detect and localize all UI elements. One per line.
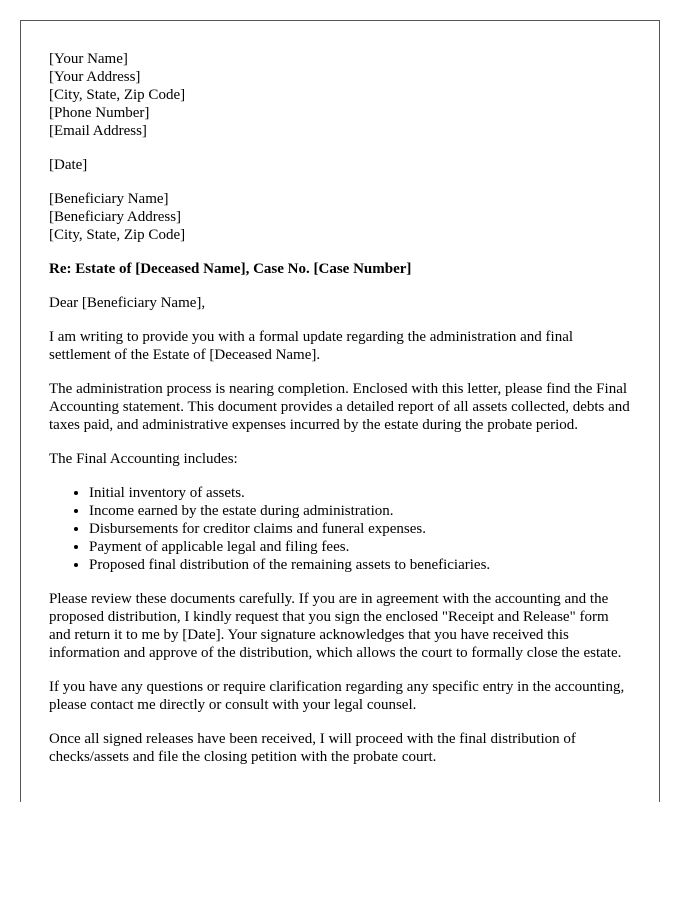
letter-date: [Date]	[49, 157, 88, 173]
recipient-city-state-zip: [City, State, Zip Code]	[49, 227, 186, 243]
includes-list	[49, 484, 631, 574]
status-paragraph: The administration process is nearing completion. Enclosed with this letter, please find the Final Accounting statement. This document provides a detailed report of all assets collected, debts and taxes paid, and administrative expenses incurred by the estate during the probate period.	[49, 381, 630, 433]
list-item: • Income earned by the estate during administration.	[89, 502, 631, 520]
salutation: Dear [Beneficiary Name],	[49, 295, 206, 311]
date-block	[49, 156, 631, 174]
subject-block	[49, 260, 631, 278]
sender-address: [Your Address]	[49, 69, 141, 85]
questions-paragraph: If you have any questions or require clarification regarding any specific entry in the accounting, please contact me directly or consult with your legal counsel.	[49, 679, 625, 713]
sender-city-state-zip: [City, State, Zip Code]	[49, 87, 186, 103]
list-item: • Payment of applicable legal and filing fees.	[89, 538, 631, 556]
recipient-name: [Beneficiary Name]	[49, 191, 169, 207]
includes-intro: The Final Accounting includes:	[49, 451, 238, 467]
sender-email: [Email Address]	[49, 123, 147, 139]
sender-block	[49, 50, 631, 140]
recipient-address: [Beneficiary Address]	[49, 209, 182, 225]
subject-line: Re: Estate of [Deceased Name], Case No. [Case Number]	[49, 261, 412, 277]
list-item: • Disbursements for creditor claims and funeral expenses.	[89, 520, 631, 538]
list-item: • Initial inventory of assets.	[89, 484, 631, 502]
intro-paragraph: I am writing to provide you with a formal update regarding the administration and final settlement of the Estate of [Deceased Name].	[49, 329, 574, 363]
salutation-block	[49, 294, 631, 312]
closing-paragraph: Once all signed releases have been received, I will proceed with the final distribution of checks/assets and file the closing petition with the probate court.	[49, 731, 576, 765]
recipient-block	[49, 190, 631, 244]
list-item: • Proposed final distribution of the remaining assets to beneficiaries.	[89, 556, 631, 574]
sender-phone: [Phone Number]	[49, 105, 150, 121]
letter-page	[20, 20, 660, 802]
review-paragraph: Please review these documents carefully. If you are in agreement with the accounting and the proposed distribution, I kindly request that you sign the enclosed "Receipt and Release" form and return it to me by [Date]. Your signature acknowledges that you have received this information and approve of the distribution, which allows the court to formally close the estate.	[49, 591, 622, 661]
sender-name: [Your Name]	[49, 51, 128, 67]
